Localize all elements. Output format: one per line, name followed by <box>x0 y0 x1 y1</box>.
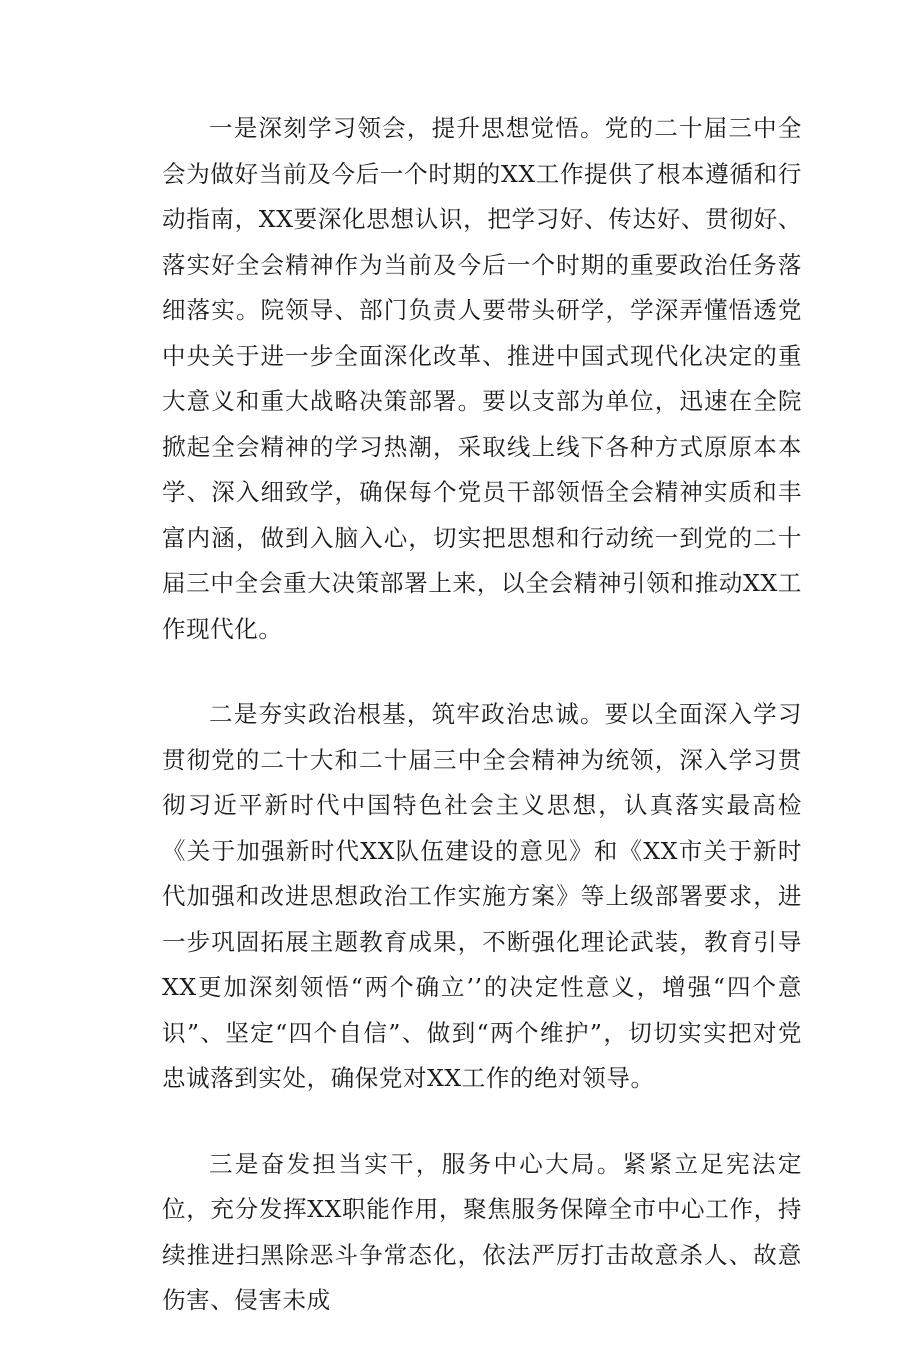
paragraph-political-foundation: 二是夯实政治根基，筑牢政治忠诚。要以全面深入学习贯彻党的二十大和二十届三中全会精神为统领，深入学习贯彻习近平新时代中国特色社会主义思想，认真落实最高检《关于加强新时代XX队伍建设的意见》和《XX市关于新时代加强和改进思想政治工作实施方案》等上级部署要求，进一步巩固拓展主题教育成果，不断强化理论武装，教育引导XX更加深刻领悟“两个确立’’的决定性意义，增强“四个意识”、坚定“四个自信”、做到“两个维护”，切切实实把对党忠诚落到实处，确保党对XX工作的绝对领导。 <box>162 700 802 1092</box>
paragraph-study-plenum: 一是深刻学习领会，提升思想觉悟。党的二十届三中全会为做好当前及今后一个时期的XX工作提供了根本遵循和行动指南，XX要深化思想认识，把学习好、传达好、贯彻好、落实好全会精神作为当前及今后一个时期的重要政治任务落细落实。院领导、部门负责人要带头研学，学深弄懂悟透党中央关于进一步全面深化改革、推进中国式现代化决定的重大意义和重大战略决策部署。要以支部为单位，迅速在全院掀起全会精神的学习热潮，采取线上线下各种方式原原本本学、深入细致学，确保每个党员干部领悟全会精神实质和丰富内涵，做到入脑入心，切实把思想和行动统一到党的二十届三中全会重大决策部署上来，以全会精神引领和推动XX工作现代化。 <box>162 114 802 643</box>
paragraph-serve-central-work: 三是奋发担当实干，服务中心大局。紧紧立足宪法定位，充分发挥XX职能作用，聚焦服务保障全市中心工作，持续推进扫黑除恶斗争常态化，依法严厉打击故意杀人、故意伤害、侵害未成 <box>162 1149 802 1314</box>
document-body <box>162 106 802 1364</box>
